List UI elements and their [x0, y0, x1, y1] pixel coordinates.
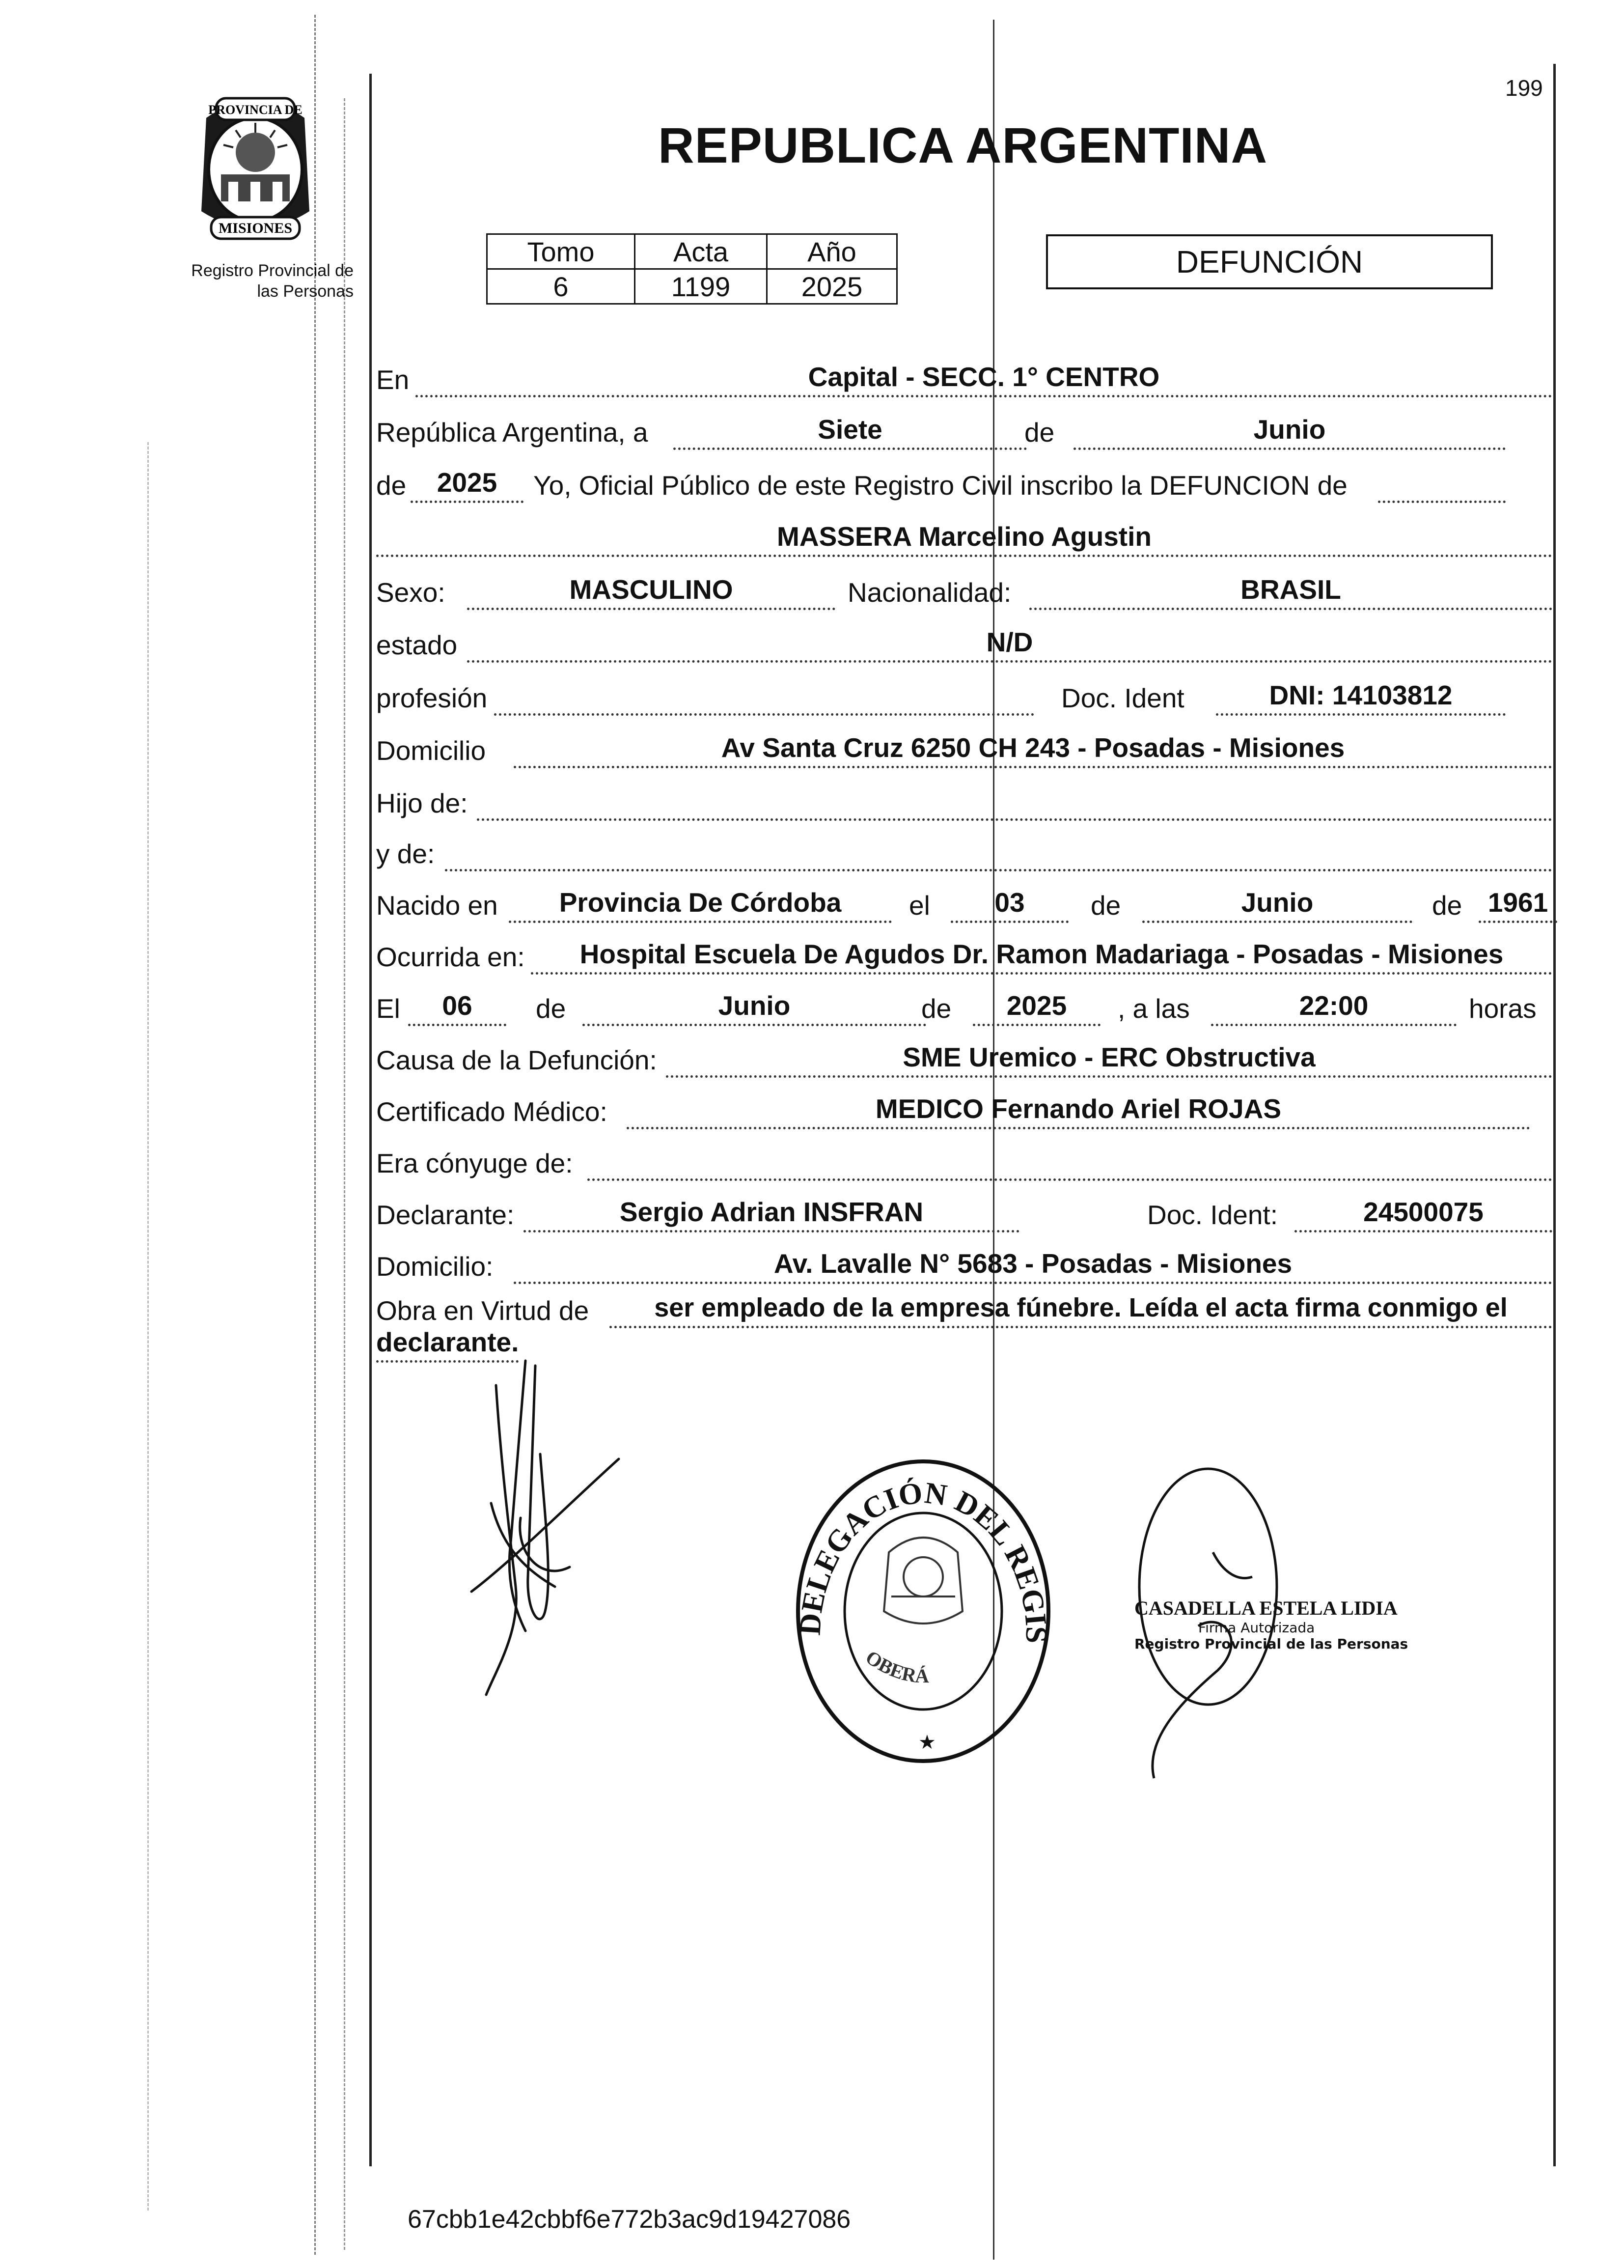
row-yde	[376, 835, 1555, 874]
signature-org: Registro Provincial de las Personas	[1134, 1636, 1408, 1652]
declarant-signature	[442, 1356, 678, 1700]
republica-de-label: de	[1024, 417, 1055, 448]
nacido-label: Nacido en	[376, 890, 498, 921]
binding-dashes-3	[147, 442, 149, 2211]
row-nacido	[376, 887, 1555, 926]
star-icon: ★	[918, 1732, 936, 1753]
obra-value-2: declarante.	[376, 1325, 519, 1363]
signature-block	[1134, 1596, 1409, 1652]
nacido-year: 1961	[1479, 885, 1557, 923]
causa-value: SME Uremico - ERC Obstructiva	[666, 1040, 1552, 1078]
nacido-de1-label: de	[1091, 890, 1121, 921]
sexo-value: MASCULINO	[467, 572, 835, 610]
fecha-year: 2025	[973, 988, 1101, 1026]
row-ocurrida	[376, 938, 1555, 978]
nacido-place: Provincia De Córdoba	[509, 885, 892, 923]
center-fold-line	[993, 20, 994, 2260]
nacido-el-label: el	[909, 890, 930, 921]
fecha-de2-label: de	[921, 993, 952, 1024]
registry-label	[147, 260, 354, 302]
fecha-month: Junio	[582, 988, 926, 1026]
republica-month: Junio	[1073, 412, 1506, 450]
profesion-value	[494, 678, 1034, 716]
nacionalidad-label: Nacionalidad:	[848, 577, 1012, 608]
fecha-de1-label: de	[536, 993, 566, 1024]
conyuge-label: Era cónyuge de:	[376, 1148, 573, 1178]
nacionalidad-value: BRASIL	[1029, 572, 1552, 610]
binding-dashes-1	[314, 15, 316, 2255]
logo-top-text: PROVINCIA DE	[208, 103, 303, 117]
record-table	[486, 233, 898, 305]
row-conyuge	[376, 1145, 1555, 1184]
declarante-doc-label: Doc. Ident:	[1147, 1200, 1278, 1230]
page-title: REPUBLICA ARGENTINA	[658, 117, 1268, 173]
page-number: 199	[1505, 75, 1543, 101]
official-stamp	[786, 1449, 1061, 1768]
estado-label: estado	[376, 630, 458, 660]
obra-value-1: ser empleado de la empresa fúnebre. Leída el acta firma conmigo el	[609, 1290, 1552, 1328]
fecha-time: 22:00	[1211, 988, 1457, 1026]
tomo-value: 6	[487, 269, 635, 304]
nacido-month: Junio	[1142, 885, 1412, 923]
yde-value	[445, 834, 1552, 871]
row-name	[376, 521, 1555, 560]
row-declarante	[376, 1196, 1555, 1235]
signature-role: Firma Autorizada	[1198, 1620, 1315, 1636]
conyuge-value	[587, 1143, 1552, 1181]
yde-label: y de:	[376, 839, 435, 869]
fecha-el-label: El	[376, 993, 400, 1024]
fecha-day: 06	[408, 988, 506, 1026]
republica-label: República Argentina, a	[376, 417, 648, 448]
inscribo-de-label: de	[376, 470, 407, 501]
causa-label: Causa de la Defunción:	[376, 1045, 657, 1075]
profesion-label: profesión	[376, 683, 488, 713]
ocurrida-value: Hospital Escuela De Agudos Dr. Ramon Madariaga - Posadas - Misiones	[531, 937, 1552, 975]
fecha-horas-label: horas	[1469, 993, 1537, 1024]
republica-day: Siete	[673, 412, 1027, 450]
nacido-de2-label: de	[1432, 890, 1462, 921]
declarante-doc-value: 24500075	[1294, 1195, 1552, 1232]
row-republica	[376, 414, 1555, 453]
obra-label: Obra en Virtud de	[376, 1295, 589, 1326]
left-margin-line	[369, 74, 372, 2166]
hijo-label: Hijo de:	[376, 788, 468, 818]
registry-line-1: Registro Provincial de	[191, 261, 354, 280]
document-type-box: DEFUNCIÓN	[1046, 234, 1493, 289]
declarante-label: Declarante:	[376, 1200, 515, 1230]
doc-ident-label: Doc. Ident	[1061, 683, 1184, 713]
inscribo-blank	[1378, 465, 1506, 503]
domicilio-label: Domicilio	[376, 735, 486, 766]
row-certificado	[376, 1093, 1555, 1132]
row-fecha	[376, 990, 1555, 1029]
deceased-name: MASSERA Marcelino Agustin	[376, 519, 1552, 557]
anio-header: Año	[767, 234, 897, 269]
tomo-header: Tomo	[487, 234, 635, 269]
document-hash: 67cbb1e42cbbf6e772b3ac9d19427086	[408, 2205, 851, 2234]
nacido-day: 03	[951, 885, 1069, 923]
binding-dashes-2	[344, 98, 345, 2250]
row-profesion	[376, 679, 1555, 719]
inscribo-year: 2025	[411, 465, 523, 503]
domicilio-value: Av Santa Cruz 6250 CH 243 - Posadas - Misiones	[514, 730, 1552, 768]
domicilio2-label: Domicilio:	[376, 1251, 494, 1282]
ocurrida-label: Ocurrida en:	[376, 942, 525, 972]
signature-name: CASADELLA ESTELA LIDIA	[1134, 1597, 1398, 1619]
row-obra	[376, 1292, 1555, 1331]
domicilio2-value: Av. Lavalle N° 5683 - Posadas - Misiones	[514, 1246, 1552, 1284]
estado-value: N/D	[467, 625, 1552, 663]
stamp-outer-text: DELEGACIÓN DEL REGIS	[793, 1476, 1053, 1644]
row-en	[376, 361, 1555, 400]
doc-ident-value: DNI: 14103812	[1216, 678, 1506, 716]
inscribo-text: Yo, Oficial Público de este Registro Civil inscribo la DEFUNCION de	[533, 470, 1348, 501]
anio-value: 2025	[767, 269, 897, 304]
logo-bottom-text: MISIONES	[218, 220, 293, 236]
province-logo	[187, 88, 324, 246]
certificado-value: MEDICO Fernando Ariel ROJAS	[627, 1092, 1530, 1129]
hijo-value	[477, 783, 1552, 821]
certificado-label: Certificado Médico:	[376, 1096, 607, 1127]
row-domicilio2	[376, 1248, 1555, 1287]
row-estado	[376, 626, 1555, 666]
registry-line-2: las Personas	[257, 282, 354, 301]
acta-header: Acta	[635, 234, 767, 269]
stamp-inner-text: OBERÁ	[861, 1646, 930, 1687]
fecha-alas-label: , a las	[1118, 993, 1190, 1024]
row-inscribo	[376, 467, 1555, 506]
declarante-value: Sergio Adrian INSFRAN	[523, 1195, 1019, 1232]
en-value: Capital - SECC. 1° CENTRO	[415, 360, 1552, 397]
row-causa	[376, 1041, 1555, 1081]
row-domicilio	[376, 732, 1555, 771]
acta-value: 1199	[635, 269, 767, 304]
row-sexo	[376, 574, 1555, 613]
row-hijo	[376, 784, 1555, 824]
en-label: En	[376, 364, 410, 395]
sexo-label: Sexo:	[376, 577, 445, 608]
